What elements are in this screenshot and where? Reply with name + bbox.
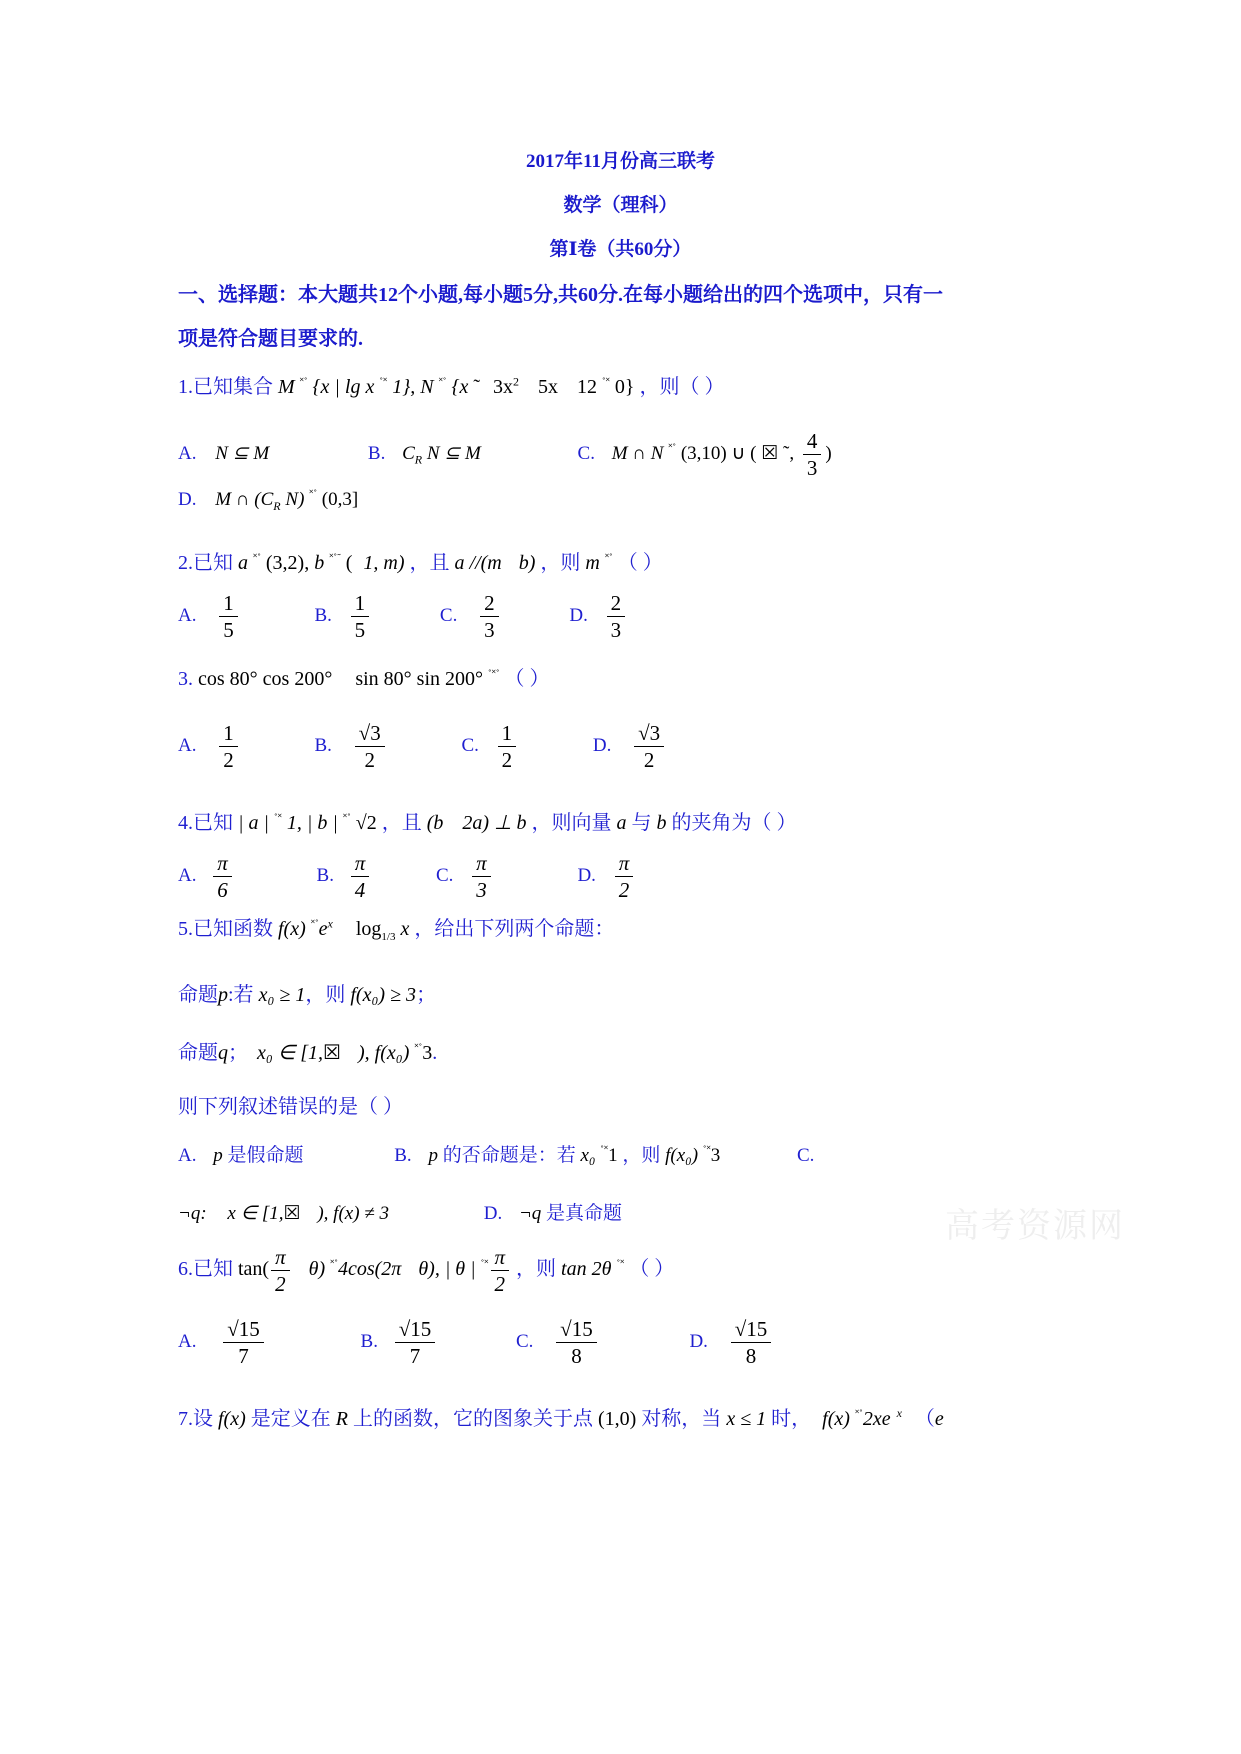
q7-domain: R	[335, 1408, 348, 1430]
watermark: 高考资源网	[945, 1208, 1125, 1245]
question-5: 5.已知函数 f(x) $^{˟˚}e^x$ $\log_{1/3} x$ ，给出下列两个命题：	[178, 916, 615, 943]
q6-tail1: ，则	[516, 1258, 557, 1281]
q5-option-d-neg: ¬q	[518, 1203, 542, 1224]
exam-title: 2017年11月份高三联考	[526, 151, 715, 172]
q2-options	[178, 590, 629, 643]
q5-e-exp: x	[327, 916, 333, 931]
q6-tan-frac: $\frac{\pi}{2}$	[271, 1244, 290, 1297]
q4-option-b-label: B.	[316, 864, 334, 886]
q1-option-a-label: A.	[178, 442, 197, 464]
q1-option-d-val: (0,3]	[321, 489, 359, 510]
question-4: 4.已知 | a | ˚˟ 1, | b | ˟˚ √2 ，且 (b 2a) ⊥ b ，则向量 a 与 b 的夹角为（ ）	[178, 812, 797, 834]
q1-option-d-rest: N)	[285, 489, 305, 510]
q7-cond: x ≤ 1	[726, 1408, 767, 1430]
q4-option-c-label: C.	[435, 864, 454, 886]
q6-theta2: θ), | θ |	[418, 1258, 476, 1281]
q5-q: q	[218, 1042, 228, 1064]
q4-options	[178, 850, 637, 903]
q1-options-row2: D. M ∩ ($C_R$ N) ˟˚ (0,3]	[178, 488, 359, 513]
q4-option-d: $\frac{\pi}{2}$	[615, 850, 634, 903]
q1-set-n: 1}, N	[392, 376, 434, 398]
q6-option-c-label: C.	[515, 1330, 534, 1352]
q5-q-end: .	[432, 1042, 438, 1064]
q5-option-c-label: C.	[797, 1145, 815, 1166]
q1-options-row1: A. N ⊆ M B. $C_R$ N ⊆ M C. M ∩ N ˟˚ (3,10) ∪ ( ☒ ˜, $\frac{4}{3}$ )	[178, 429, 832, 480]
q3-option-c-label: C.	[461, 734, 479, 756]
q4-mid: ，且	[381, 812, 422, 834]
q5-option-a-label: A.	[178, 1145, 197, 1166]
q5-q-val: 3	[422, 1042, 433, 1064]
q6-option-c: $\frac{√15}{8}$	[556, 1316, 597, 1369]
q4-expr1: | a |	[238, 812, 269, 834]
q1-stem: 1.已知集合	[178, 376, 273, 398]
q5-option-b-p: p	[428, 1145, 438, 1166]
q3-option-d: $\frac{√3}{2}$	[634, 720, 664, 773]
q4-tail3: 的夹角为（ ）	[671, 812, 797, 834]
q5-stem: 5.已知函数	[178, 918, 273, 940]
q1-option-b-sub: R	[414, 452, 423, 467]
section-heading-line2: 项是符合题目要求的.	[178, 328, 363, 350]
q6-option-b: $\frac{√15}{7}$	[395, 1316, 436, 1369]
q7-t1: 是定义在	[250, 1408, 331, 1430]
q4-expr3: √2	[355, 812, 377, 834]
q2-parallel-b: b)	[518, 552, 536, 574]
q3-option-b-label: B.	[314, 734, 332, 756]
q7-point: (1,0)	[597, 1408, 637, 1430]
q3-option-a-label: A.	[178, 734, 197, 756]
q5-option-d: 是真命题	[546, 1203, 623, 1224]
q2-option-a-label: A.	[178, 604, 197, 626]
q4-expr2: 1, | b |	[286, 812, 338, 834]
q5-p-result: f(x₀) ≥ 3	[350, 984, 417, 1006]
q4-expr5: 2a) ⊥ b	[462, 812, 527, 834]
q5-p-cond: x₀ ≥ 1	[258, 984, 306, 1006]
q2-option-d-label: D.	[569, 604, 588, 626]
q5-q-mid: ), f(x₀)	[357, 1042, 410, 1064]
q5-log-base: 1/3	[381, 931, 396, 943]
q7-t2: 上的函数，它的图象关于点	[352, 1408, 593, 1430]
q1-option-c-rest: (3,10) ∪ (	[680, 442, 757, 464]
q2-vector-b: b	[314, 552, 325, 574]
q1-term1: 3x	[493, 376, 513, 398]
q6-theta1: θ)	[308, 1258, 326, 1281]
q1-set-m: M	[278, 376, 295, 398]
q7-func: f(x)	[218, 1408, 246, 1430]
q7-t5: （	[914, 1408, 935, 1430]
volume-title: 第Ⅰ卷（共60分）	[549, 239, 692, 260]
q2-tail2: （ ）	[617, 552, 663, 574]
q5-option-b-then: ，则	[622, 1145, 661, 1166]
q1-option-a: N ⊆ M	[215, 442, 270, 464]
q5-option-b-res2: 3	[710, 1145, 721, 1166]
q7-t4: 时，	[771, 1408, 812, 1430]
q5-option-b-label: B.	[394, 1145, 412, 1166]
q5-p-end: ；	[416, 984, 437, 1006]
q7-exp: x	[896, 1406, 902, 1421]
q1-option-d-label: D.	[178, 489, 197, 510]
q2-vector-a-val: (3,2),	[265, 552, 310, 574]
q3-tail: （ ）	[504, 668, 550, 690]
q7-t3: 对称，当	[641, 1408, 722, 1430]
q3-num: 3.	[178, 668, 193, 690]
q5-q-label: 命题	[178, 1042, 218, 1064]
q5-option-c-rest: ), f(x) ≠ 3	[317, 1203, 389, 1224]
q6-option-a: $\frac{√15}{7}$	[223, 1316, 264, 1369]
q4-option-d-label: D.	[577, 864, 596, 886]
q5-options-row2: ¬q: x ∈ [1,☒ ), f(x) ≠ 3 D. ¬q 是真命题	[178, 1203, 623, 1224]
q2-stem: 2.已知	[178, 552, 233, 574]
q2-mid: ，且	[409, 552, 450, 574]
q5-option-d-label: D.	[483, 1203, 503, 1224]
q3-expr1: cos 80° cos 200°	[198, 668, 333, 690]
q5-option-c-expr: x ∈ [1,	[227, 1203, 284, 1224]
q7-func2: f(x)	[822, 1408, 850, 1430]
q5-option-b-val: 1	[608, 1145, 618, 1166]
q4-option-c: $\frac{\pi}{3}$	[472, 850, 491, 903]
q2-vector-b-open: (	[345, 552, 353, 574]
q5-ask: 则下列叙述错误的是（ ）	[178, 1096, 403, 1118]
q5-option-c-neg: ¬q:	[178, 1203, 207, 1224]
q4-option-a: $\frac{\pi}{6}$	[213, 850, 232, 903]
q5-option-a-p: p	[213, 1145, 223, 1166]
q4-option-b: $\frac{\pi}{4}$	[351, 850, 370, 903]
q6-stem: 6.已知	[178, 1258, 233, 1281]
q6-option-d: $\frac{√15}{8}$	[731, 1316, 772, 1369]
q3-option-d-label: D.	[592, 734, 612, 756]
q4-tail2: 与	[631, 812, 652, 834]
q3-options	[178, 720, 668, 773]
q1-option-c-frac: $\frac{4}{3}$	[803, 428, 822, 481]
q6-limit-frac: $\frac{\pi}{2}$	[491, 1244, 510, 1297]
question-6: 6.已知 tan( $\frac{\pi}{2}$ θ) ˟˚4cos(2π θ), | θ | ˚˟ $\frac{\pi}{2}$ ，则 tan 2θ ˚˟ （ ）	[178, 1245, 675, 1296]
question-3: 3. cos 80° cos 200° sin 80° sin 200° ˚˟˚ （ ）	[178, 668, 550, 690]
q5-option-b: 的否命题是：若	[442, 1145, 576, 1166]
q2-option-a: $\frac{1}{5}$	[219, 590, 238, 643]
q6-ask: tan 2θ	[561, 1258, 612, 1281]
q6-option-d-label: D.	[689, 1330, 708, 1352]
q6-option-a-label: A.	[178, 1330, 197, 1352]
q6-tan: tan(	[238, 1258, 270, 1281]
q4-vec-a: a	[616, 812, 627, 834]
q5-proposition-q: 命题q； x₀ ∈ [1,☒ ), f(x₀) ˟˚3.	[178, 1042, 438, 1064]
q1-term3: 12	[577, 376, 597, 398]
q6-tail2: （ ）	[629, 1258, 675, 1281]
q5-option-a: 是假命题	[227, 1145, 304, 1166]
q2-option-b-label: B.	[314, 604, 332, 626]
q2-option-c: $\frac{2}{3}$	[480, 590, 499, 643]
q1-option-b-rest: N ⊆ M	[426, 442, 481, 464]
q5-p-label: 命题	[178, 984, 218, 1006]
q2-tail1: ，则	[540, 552, 581, 574]
q7-e: e	[934, 1408, 944, 1430]
question-7: 7.设 f(x) 是定义在 R 上的函数，它的图象关于点 (1,0) 对称，当 x ≤ 1 时， f(x) ˟˚2xe $^x$ （e	[178, 1406, 944, 1430]
q6-option-b-label: B.	[360, 1330, 378, 1352]
q1-term2: 5x	[538, 376, 558, 398]
q2-vector-a: a	[238, 552, 248, 574]
q5-log: log	[355, 918, 382, 940]
q5-q-text: ；	[228, 1042, 248, 1064]
q5-e: e	[318, 918, 328, 940]
q5-proposition-p	[178, 978, 436, 1007]
question-2: 2.已知 a ˟˚ (3,2), b ˟˚˜ ( 1, m) ，且 a //(m b) ，则 m ˟˚ （ ）	[178, 552, 663, 574]
q5-options-row1: A. p 是假命题 B. p 的否命题是：若 x₀ ˚˟1 ，则 f(x₀) ˚˟3 C.	[178, 1144, 815, 1166]
q1-option-d: M ∩ (C	[215, 489, 274, 510]
q7-expr: 2xe	[862, 1408, 891, 1430]
q3-option-c: $\frac{1}{2}$	[498, 720, 517, 773]
q7-stem: 7.设	[178, 1408, 213, 1430]
q4-option-a-label: A.	[178, 864, 197, 886]
q1-term4: 0}	[614, 376, 635, 398]
q2-var-m: m	[585, 552, 600, 574]
q1-option-d-sub: R	[273, 498, 281, 513]
q6-options	[178, 1316, 775, 1369]
q5-q-cond: x₀ ∈ [1,	[257, 1042, 324, 1064]
q4-vec-b: b	[656, 812, 667, 834]
q1-tail: ，则（ ）	[639, 376, 725, 398]
q3-option-b: $\frac{√3}{2}$	[355, 720, 385, 773]
q3-expr2: sin 80° sin 200°	[355, 668, 484, 690]
q5-log-x: x	[400, 918, 410, 940]
subject-title: 数学（理科）	[563, 195, 678, 216]
q5-p-then: ，则	[305, 984, 346, 1006]
q2-option-c-label: C.	[439, 604, 458, 626]
q3-option-a: $\frac{1}{2}$	[219, 720, 238, 773]
q5-tail: ，给出下列两个命题：	[414, 918, 615, 940]
q4-expr4: (b	[426, 812, 444, 834]
section-heading-line1: 一、选择题：本大题共12个小题,每小题5分,共60分.在每小题给出的四个选项中，只有一	[178, 284, 943, 306]
q1-set-n-def: {x	[451, 376, 469, 398]
q1-set-m-def: {x | lg x	[312, 376, 375, 398]
q5-func: f(x)	[278, 918, 306, 940]
q1-option-b: C	[402, 442, 415, 464]
q2-parallel: //(m	[469, 552, 502, 574]
q5-option-b-cond: x₀	[580, 1145, 596, 1166]
q5-p: p	[218, 984, 228, 1006]
q1-option-c-label: C.	[577, 442, 595, 464]
q2-option-b: $\frac{1}{5}$	[351, 590, 370, 643]
q2-parallel-a: a	[454, 552, 465, 574]
q2-option-d: $\frac{2}{3}$	[607, 590, 626, 643]
q4-tail1: ，则向量	[531, 812, 612, 834]
question-1: 1.已知集合 M ˟˚ {x | lg x ˚˟ 1}, N ˟˚ {x ˜ $3x^2$ 5x 12 ˚˟ 0} ，则（ ）	[178, 374, 725, 398]
q1-option-b-label: B.	[367, 442, 386, 464]
q5-p-text: :若	[228, 984, 254, 1006]
q1-option-c: M ∩ N	[611, 442, 664, 464]
q2-vector-b-val: 1, m)	[363, 552, 405, 574]
q5-option-b-res: f(x₀)	[665, 1145, 699, 1166]
q4-stem: 4.已知	[178, 812, 233, 834]
q6-rhs: 4cos(2π	[337, 1258, 402, 1281]
